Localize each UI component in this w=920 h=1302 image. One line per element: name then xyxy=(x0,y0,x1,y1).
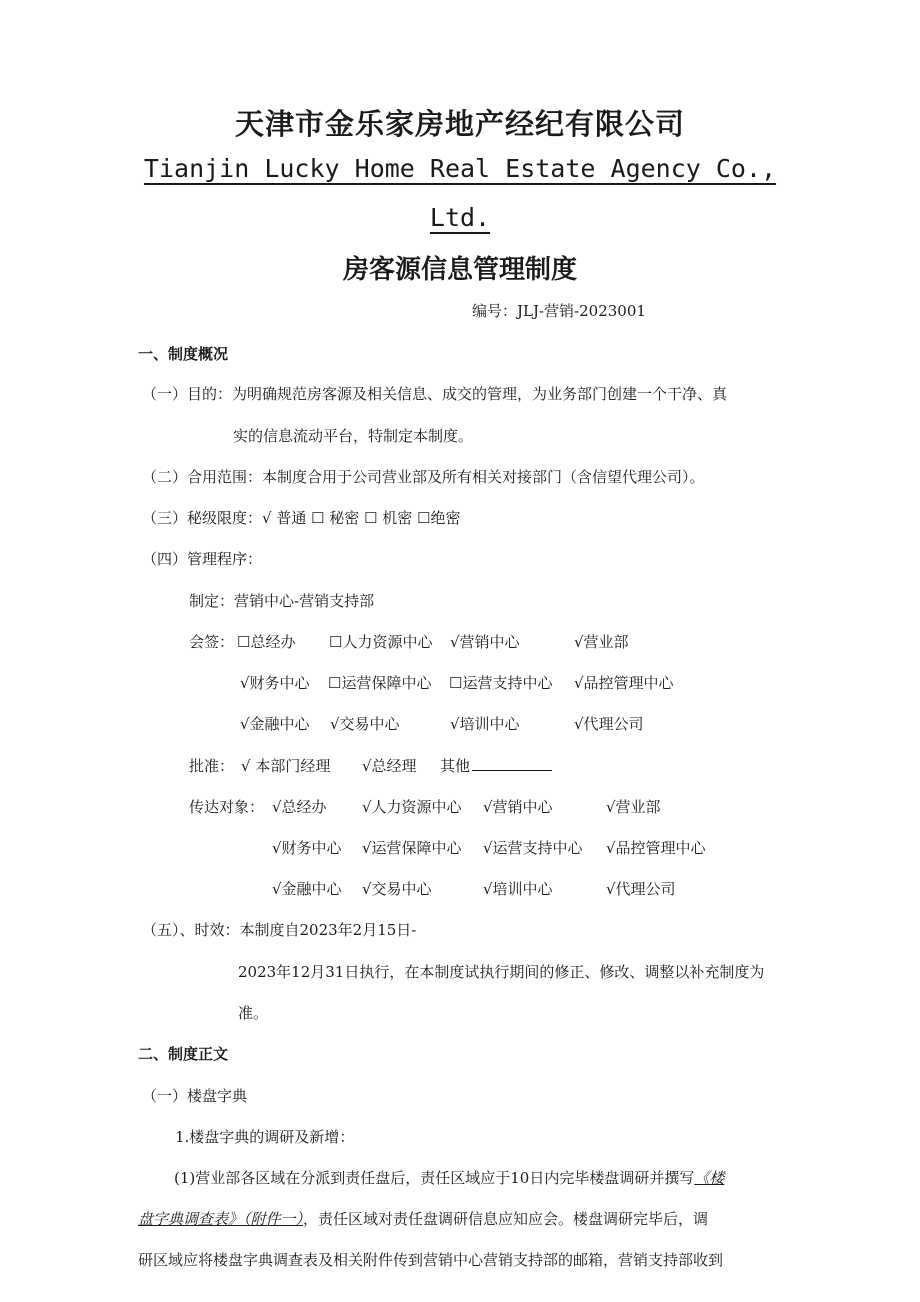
distribution-item: √财务中心 xyxy=(272,839,342,857)
document-title: 房客源信息管理制度 xyxy=(342,255,577,285)
countersign-label: 会签： xyxy=(189,633,235,651)
approval-item: √总经理 xyxy=(362,757,417,775)
scope-text: （二）合用范围：本制度合用于公司营业部及所有相关对接部门（含信望代理公司）。 xyxy=(142,468,705,486)
company-name-cn: 天津市金乐家房地产经纪有限公司 xyxy=(234,107,685,141)
countersign-item: ☐人力资源中心 xyxy=(329,633,433,651)
distribution-item: √运营保障中心 xyxy=(362,839,462,857)
validity-line-2: 2023年12月31日执行，在本制度试执行期间的修正、修改、调整以补充制度为 xyxy=(238,963,765,981)
fill-blank xyxy=(472,756,552,771)
procedure-label: （四）管理程序： xyxy=(142,550,263,568)
distribution-item: √人力资源中心 xyxy=(362,798,462,816)
countersign-item: √营销中心 xyxy=(450,633,520,651)
paragraph-text: ，责任区域对责任盘调研信息应知应会。楼盘调研完毕后，调 xyxy=(303,1210,709,1228)
purpose-line-1: （一）目的：为明确规范房客源及相关信息、成交的管理，为业务部门创建一个干净、真 xyxy=(142,385,728,403)
subsection-heading: （一）楼盘字典 xyxy=(142,1087,248,1105)
distribution-label: 传达对象： xyxy=(189,798,265,816)
document-number: 编号：JLJ-营销-2023001 xyxy=(472,302,646,320)
countersign-item: ☐总经办 xyxy=(237,633,296,651)
paragraph-line-1 xyxy=(174,1167,724,1188)
countersign-item: ☐运营保障中心 xyxy=(328,674,432,692)
countersign-item: √交易中心 xyxy=(330,715,400,733)
validity-line-3: 准。 xyxy=(238,1004,269,1022)
secrecy-level: （三）秘级限度：√ 普通 ☐ 秘密 ☐ 机密 ☐绝密 xyxy=(142,509,461,527)
distribution-item: √培训中心 xyxy=(483,880,553,898)
countersign-item: √品控管理中心 xyxy=(574,674,674,692)
countersign-item: √代理公司 xyxy=(574,715,644,733)
approval-item: √ 本部门经理 xyxy=(241,757,331,775)
approval-label: 批准： xyxy=(189,757,235,775)
section-heading-body: 二、制度正文 xyxy=(138,1045,229,1063)
item-heading: 1.楼盘字典的调研及新增： xyxy=(175,1128,355,1146)
countersign-item: √财务中心 xyxy=(240,674,310,692)
countersign-item: ☐运营支持中心 xyxy=(449,674,553,692)
paragraph-line-2 xyxy=(138,1208,708,1229)
distribution-item: √代理公司 xyxy=(606,880,676,898)
distribution-item: √营业部 xyxy=(606,798,661,816)
distribution-item: √总经办 xyxy=(272,798,327,816)
validity-line-1: （五）、时效：本制度自2023年2月15日- xyxy=(142,921,417,939)
drafted-by: 制定：营销中心-营销支持部 xyxy=(189,592,375,610)
attachment-reference: 盘字典调查表》（附件一） xyxy=(138,1210,304,1228)
paragraph-text: (1)营业部各区域在分派到责任盘后，责任区域应于10日内完毕楼盘调研并撰写 xyxy=(174,1169,695,1187)
approval-item: 其他 xyxy=(440,757,471,775)
countersign-item: √培训中心 xyxy=(450,715,520,733)
approval-other xyxy=(440,755,552,776)
distribution-item: √交易中心 xyxy=(362,880,432,898)
countersign-item: √金融中心 xyxy=(240,715,310,733)
countersign-item: √营业部 xyxy=(574,633,629,651)
distribution-item: √金融中心 xyxy=(272,880,342,898)
attachment-reference: 《楼 xyxy=(694,1169,725,1187)
distribution-item: √品控管理中心 xyxy=(606,839,706,857)
company-name-en-line1: Tianjin Lucky Home Real Estate Agency Co., xyxy=(143,154,777,183)
paragraph-line-3: 研区域应将楼盘字典调查表及相关附件传到营销中心营销支持部的邮箱，营销支持部收到 xyxy=(138,1251,724,1269)
section-heading-overview: 一、制度概况 xyxy=(138,345,229,363)
distribution-item: √运营支持中心 xyxy=(483,839,583,857)
distribution-item: √营销中心 xyxy=(483,798,553,816)
purpose-line-2: 实的信息流动平台，特制定本制度。 xyxy=(233,427,474,445)
company-name-en-line2: Ltd. xyxy=(429,203,491,232)
